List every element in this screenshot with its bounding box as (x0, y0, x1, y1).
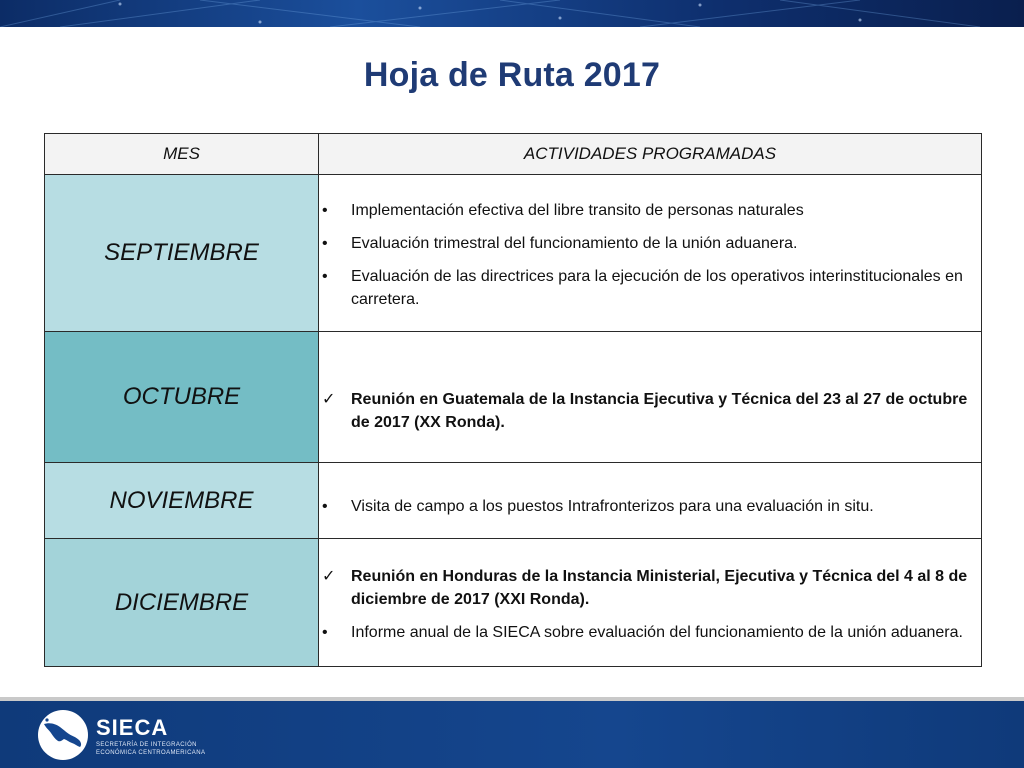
top-banner (0, 0, 1024, 27)
activities-cell (319, 463, 982, 539)
logo-subtitle-line: ECONÓMICA CENTROAMERICANA (96, 750, 206, 756)
list-item (319, 199, 975, 222)
activity-text: Informe anual de la SIECA sobre evaluación del funcionamiento de la unión aduanera. (351, 624, 963, 641)
list-item (319, 388, 975, 434)
checkmark-icon: ✓ (322, 568, 336, 585)
table-row (45, 463, 982, 539)
logo-subtitle (96, 741, 246, 757)
checkmark-icon: ✓ (322, 391, 336, 408)
month-label: SEPTIEMBRE (104, 239, 259, 266)
list-item (319, 265, 975, 311)
bullet-icon: • (322, 202, 328, 219)
activity-text: Implementación efectiva del libre transito de personas naturales (351, 202, 804, 219)
table-header-row (45, 134, 982, 175)
list-item (319, 621, 975, 644)
logo-name: SIECA (96, 715, 169, 740)
month-cell-octubre (45, 332, 319, 463)
month-label: DICIEMBRE (114, 588, 249, 616)
activity-list (319, 557, 981, 648)
activity-text: Reunión en Honduras de la Instancia Ministerial, Ejecutiva y Técnica del 4 al 8 de diciembre de 2017 (XXI Ronda). (351, 568, 968, 608)
activity-list (319, 479, 981, 522)
logo-subtitle-line: SECRETARÍA DE INTEGRACIÓN (96, 742, 197, 748)
bullet-icon: • (322, 624, 328, 641)
page-title: Hoja de Ruta 2017 (363, 56, 661, 94)
table-row (45, 332, 982, 463)
activities-cell (319, 175, 982, 332)
central-america-map-icon (38, 710, 88, 760)
header-month: MES (45, 134, 319, 175)
roadmap-table (44, 133, 982, 667)
activities-cell (319, 332, 982, 463)
month-cell-diciembre (45, 539, 319, 667)
month-cell-septiembre (45, 175, 319, 332)
month-cell-noviembre (45, 463, 319, 539)
month-label: OCTUBRE (122, 383, 241, 410)
table-row (45, 175, 982, 332)
bullet-icon: • (322, 498, 328, 515)
sieca-logo (38, 708, 238, 760)
activity-list (319, 356, 981, 438)
activity-text: Reunión en Guatemala de la Instancia Ejecutiva y Técnica del 23 al 27 de octubre de 2017 (XX Ronda). (351, 391, 968, 431)
activity-text: Evaluación de las directrices para la ejecución de los operativos interinstitucionales en carretera. (351, 268, 963, 308)
month-label: NOVIEMBRE (109, 486, 254, 514)
banner-pattern (0, 0, 1024, 27)
activity-list (319, 191, 981, 315)
list-item (319, 495, 975, 518)
activities-cell (319, 539, 982, 667)
list-item (319, 565, 975, 611)
table-row (45, 539, 982, 667)
header-activities: ACTIVIDADES PROGRAMADAS (319, 134, 982, 175)
bullet-icon: • (322, 268, 328, 285)
activity-text: Evaluación trimestral del funcionamiento de la unión aduanera. (351, 235, 798, 252)
activity-text: Visita de campo a los puestos Intrafronterizos para una evaluación in situ. (351, 498, 874, 515)
list-item (319, 232, 975, 255)
bullet-icon: • (322, 235, 328, 252)
